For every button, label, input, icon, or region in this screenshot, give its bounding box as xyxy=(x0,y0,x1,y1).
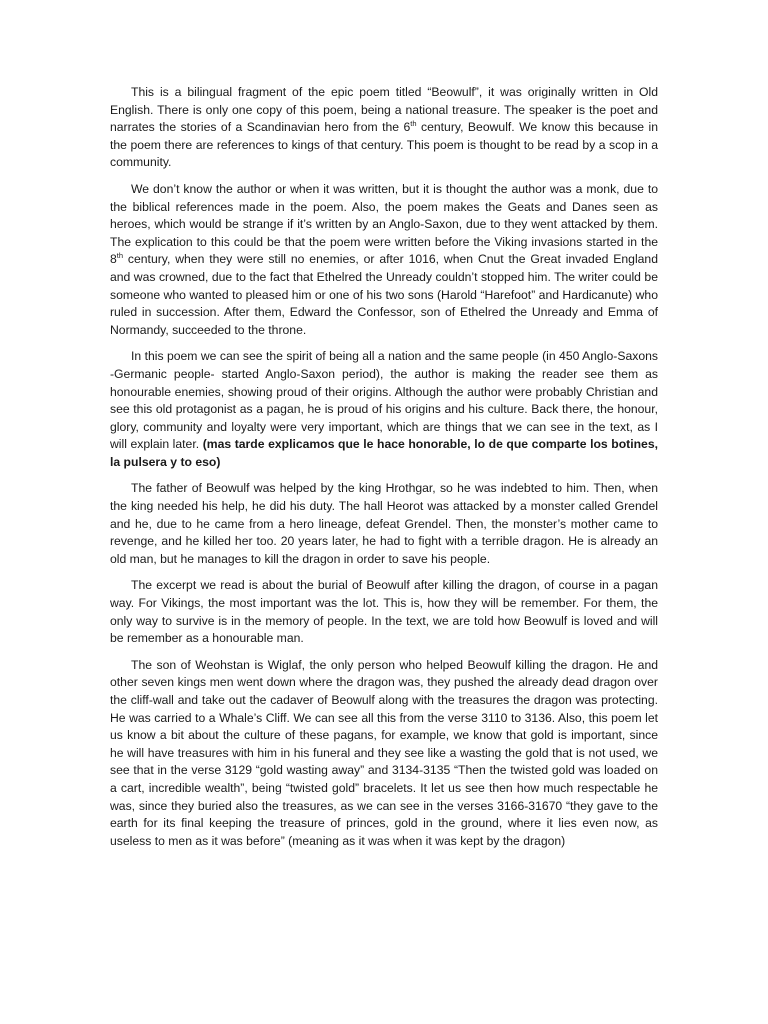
paragraph-wiglaf xyxy=(110,657,658,851)
paragraph-text: In this poem we can see the spirit of being all a nation and the same people (in 450 Anglo-Saxons -Germanic people- started Anglo-Saxon period), the author is making the reader see them as honourable enemies, showing proud of their origins. Although the author were probably Christian and see this old protagonist as a pagan, he is proud of his origins and his culture. Back there, the honour, glory, community and loyalty were very important, which are things that we can see in the text, as I will explain later. xyxy=(110,349,658,452)
superscript-ordinal: th xyxy=(410,119,417,129)
paragraph-text: century, Beowulf. We know this because in the poem there are references to kings of that century. This poem is thought to be read by a scop in a community. xyxy=(110,120,659,170)
paragraph-text: This is a bilingual fragment of the epic poem titled “Beowulf”, it was originally written in Old English. There is only one copy of this poem, being a national treasure. The speaker is the poet and narrates the stories of a Scandinavian hero from the 6 xyxy=(110,85,658,135)
superscript-ordinal: th xyxy=(116,251,124,261)
paragraph-text: century, when they were still no enemies, or after 1016, when Cnut the Great invaded England and was crowned, due to the fact that Ethelred the Unready couldn’t stopped him. The writer could be someone who wanted to pleased him or one of his two sons (Harold “Harefoot” and Hardicanute) who ruled in succession. After them, Edward the Confessor, son of Ethelred the Unready and Emma of Normandy, succeeded to the throne. xyxy=(110,252,658,337)
document-body xyxy=(110,84,658,859)
paragraph-text: The son of Weohstan is Wiglaf, the only person who helped Beowulf killing the dragon. He and other seven kings men went down where the dragon was, they pushed the already dead dragon over the cliff-wall and take out the cadaver of Beowulf along with the treasures the dragon was protecting. He was carried to a Whale’s Cliff. We can see all this from the verse 3110 to 3136. Also, this poem let us know a bit about the culture of these pagans, for example, we know that gold is important, since he will have treasures with him in his funeral and they see like a wasting the gold that is not used, we see that in the verse 3129 “gold wasting away” and 3134-3135 “Then the twisted gold was loaded on a cart, incredible wealth”, being “twisted gold” bracelets. It let us see then how much respectable he was, since they buried also the treasures, as we can see in the verses 3166-31670 “they gave to the earth for its final keeping the treasure of princes, gold in the ground, where it lies even now, as useless to men as it was before” (meaning as it was when it was kept by the dragon) xyxy=(110,657,658,848)
paragraph-text: We don’t know the author or when it was written, but it is thought the author was a monk, due to the biblical references made in the poem. Also, the poem makes the Geats and Danes seen as heroes, which would be strange if it’s written by an Anglo-Saxon, due to they went attacked by them. The explication to this could be that the poem were written before the Viking invasions started in the 8 xyxy=(110,181,658,267)
paragraph-burial xyxy=(110,577,658,647)
paragraph-text: The excerpt we read is about the burial of Beowulf after killing the dragon, of course in a pagan way. For Vikings, the most important was the lot. This is, how they will be remember. For them, the only way to survive is in the memory of people. In the text, we are told how Beowulf is loved and will be remember as a honourable man. xyxy=(110,578,658,646)
paragraph-authorship xyxy=(110,181,658,339)
paragraph-spirit xyxy=(110,348,658,471)
bold-note: (mas tarde explicamos que le hace honorable, lo de que comparte los botines, la pulsera y to eso) xyxy=(110,437,658,469)
paragraph-intro xyxy=(110,84,658,172)
paragraph-story xyxy=(110,480,658,568)
paragraph-text: The father of Beowulf was helped by the king Hrothgar, so he was indebted to him. Then, when the king needed his help, he did his duty. The hall Heorot was attacked by a monster called Grendel and he, due to he came from a hero lineage, defeat Grendel. Then, the monster’s mother came to revenge, and he killed her too. 20 years later, he had to fight with a terrible dragon. He is already an old man, but he manages to kill the dragon in order to save his people. xyxy=(110,481,658,566)
